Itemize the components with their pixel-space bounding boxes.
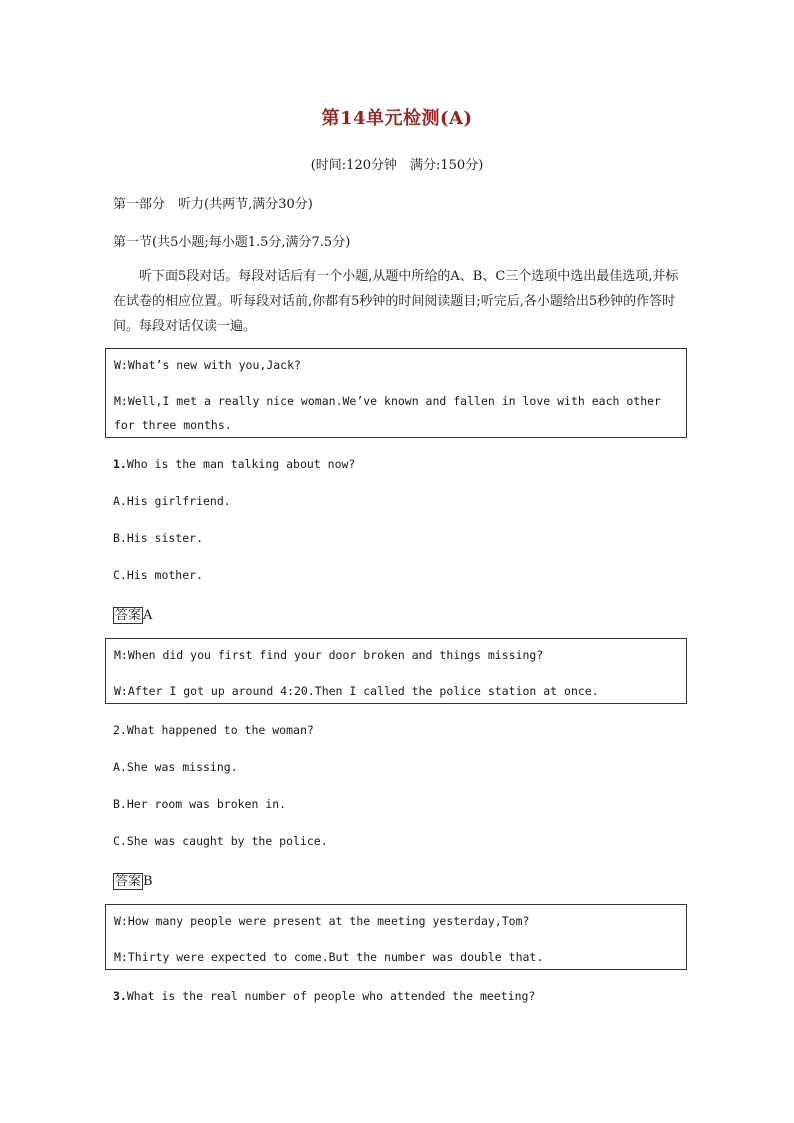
dialogue-line: M:Thirty were expected to come.But the number was double that. [114, 950, 544, 964]
question-3 [113, 989, 535, 1003]
dialogue-line: W:How many people were present at the meeting yesterday,Tom? [114, 914, 530, 928]
time-score-info: (时间:120分钟 满分:150分) [310, 158, 484, 173]
answer-tag: 答案 [115, 874, 142, 889]
dialogue-line: M:When did you first find your door broken and things missing? [114, 648, 544, 662]
answer-value: A [143, 608, 153, 623]
question-text: What happened to the woman? [126, 723, 314, 737]
answer-2 [113, 870, 153, 889]
dialogue-line: W:What’s new with you,Jack? [114, 358, 301, 372]
question-number: 2. [113, 723, 127, 737]
option-c: C.She was caught by the police. [113, 834, 328, 848]
instructions-paragraph: 听下面5段对话。每段对话后有一个小题,从题中所给的A、B、C三个选项中选出最佳选项,并标在试卷的相应位置。听每段对话前,你都有5秒钟的时间阅读题目;听完后,各小题给出5秒钟的作答时间。每段对话仅读一遍。 [113, 269, 679, 334]
question-number: 3. [113, 989, 127, 1003]
option-a: A.His girlfriend. [113, 494, 231, 508]
answer-1 [113, 604, 152, 623]
option-b: B.His sister. [113, 531, 204, 545]
dialogue-box-2 [105, 638, 687, 704]
question-2 [113, 723, 314, 737]
question-number: 1. [113, 457, 127, 471]
option-c: C.His mother. [113, 568, 204, 582]
dialogue-line: W:After I got up around 4:20.Then I called the police station at once. [114, 684, 599, 698]
option-b: B.Her room was broken in. [113, 797, 287, 811]
option-a: A.She was missing. [113, 760, 238, 774]
dialogue-box-1 [105, 348, 687, 438]
dialogue-line: M:Well,I met a really nice woman.We’ve known and fallen in love with each other for three months. [114, 394, 661, 432]
part-heading: 第一部分 听力(共两节,满分30分) [113, 197, 313, 212]
dialogue-box-3 [105, 904, 687, 970]
question-text: Who is the man talking about now? [126, 457, 356, 471]
page-title: 第14单元检测(A) [321, 108, 473, 129]
answer-tag: 答案 [115, 608, 142, 623]
section-heading: 第一节(共5小题;每小题1.5分,满分7.5分) [113, 235, 351, 250]
question-text: What is the real number of people who attended the meeting? [126, 989, 536, 1003]
question-1 [113, 457, 355, 471]
answer-value: B [143, 874, 153, 889]
